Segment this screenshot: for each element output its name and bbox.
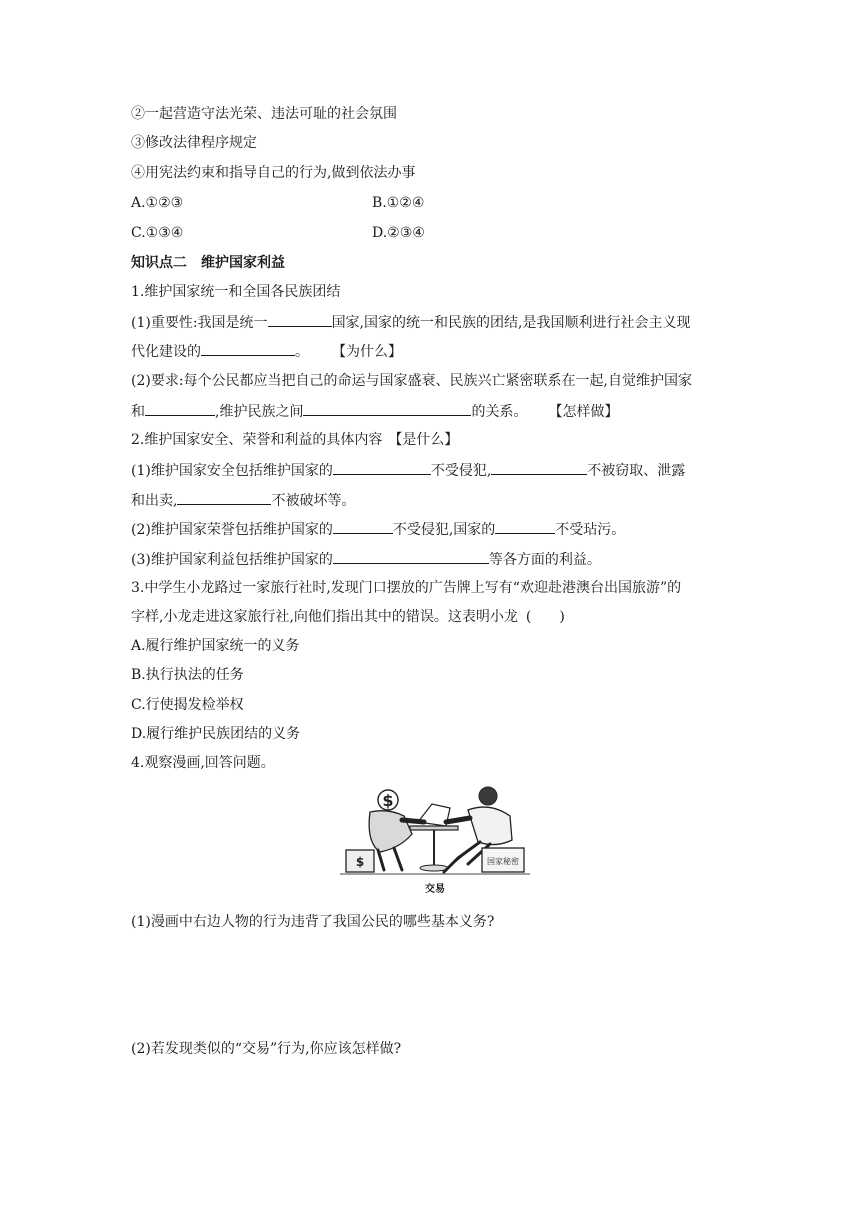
item4-question-2: (2)若发现类似的“交易”行为,你应该怎样做? — [131, 1041, 402, 1057]
choice-d[interactable]: D.②③④ — [372, 225, 425, 241]
item3-stem-line1: 3.中学生小龙路过一家旅行社时,发现门口摆放的广告牌上写有“欢迎赴港澳台出国旅游”的 — [131, 580, 682, 596]
tag-how: 【怎样做】 — [555, 404, 619, 420]
item2-heading: 2.维护国家安全、荣誉和利益的具体内容 【是什么】 — [131, 432, 459, 448]
item3-option-a[interactable]: A.履行维护国家统一的义务 — [131, 638, 300, 654]
fill-blank[interactable] — [145, 401, 215, 416]
money-head-symbol: $ — [382, 791, 394, 810]
item2-p3: (3)维护国家利益包括维护国家的 等各方面的利益。 — [131, 549, 731, 570]
prev-option-4: ④用宪法约束和指导自己的行为,做到依法办事 — [131, 165, 416, 181]
prev-option-3: ③修改法律程序规定 — [131, 135, 257, 151]
item1-p2-line2: 和 ,维护民族之间 的关系。 【怎样做】 — [131, 401, 731, 422]
item1-heading: 1.维护国家统一和全国各民族团结 — [131, 284, 341, 300]
item2-p1-line1: (1)维护国家安全包括维护国家的 不受侵犯, 不被窃取、泄露 — [131, 460, 731, 481]
tag-why: 【为什么】 — [339, 344, 402, 360]
item2-p2: (2)维护国家荣誉包括维护国家的 不受侵犯,国家的 不受玷污。 — [131, 519, 731, 540]
item4-question-1: (1)漫画中右边人物的行为违背了我国公民的哪些基本义务? — [131, 914, 495, 930]
section-title: 知识点二 维护国家利益 — [131, 255, 285, 271]
choice-b[interactable]: B.①②④ — [372, 195, 425, 211]
item1-p1-line1: (1)重要性:我国是统一 国家,国家的统一和民族的团结,是我国顺利进行社会主义现 — [131, 312, 731, 333]
fill-blank[interactable] — [177, 490, 271, 505]
fill-blank[interactable] — [201, 341, 295, 356]
money-bag-symbol: $ — [355, 855, 365, 869]
prev-choices-row-2 — [131, 223, 731, 243]
item3-stem-line2: 字样,小龙走进这家旅行社,向他们指出其中的错误。这表明小龙 ( ) — [131, 609, 565, 625]
prev-option-2: ②一起营造守法光荣、违法可耻的社会氛围 — [131, 106, 397, 122]
fill-blank[interactable] — [491, 460, 587, 475]
fill-blank[interactable] — [495, 519, 555, 534]
item2-p1-line2: 和出卖, 不被破坏等。 — [131, 490, 731, 511]
item1-p1-line2: 代化建设的 。 【为什么】 — [131, 341, 731, 362]
item4-stem: 4.观察漫画,回答问题。 — [131, 755, 275, 771]
item1-p2-line1: (2)要求:每个公民都应当把自己的命运与国家盛衰、民族兴亡紧密联系在一起,自觉维护国家 — [131, 373, 692, 389]
fill-blank[interactable] — [333, 460, 431, 475]
fill-blank[interactable] — [268, 312, 332, 327]
fill-blank[interactable] — [303, 401, 471, 416]
cartoon-caption: 交易 — [425, 884, 445, 895]
tag-what: 【是什么】 — [388, 432, 459, 448]
cartoon-trade — [340, 782, 530, 897]
fill-blank[interactable] — [333, 519, 393, 534]
answer-paren[interactable]: ( ) — [525, 609, 565, 625]
fill-blank[interactable] — [333, 549, 489, 564]
cartoon-illustration — [340, 782, 530, 882]
item3-option-c[interactable]: C.行使揭发检举权 — [131, 697, 244, 713]
secrets-box-label: 国家秘密 — [487, 857, 519, 866]
item3-option-d[interactable]: D.履行维护民族团结的义务 — [131, 726, 301, 742]
item3-option-b[interactable]: B.执行执法的任务 — [131, 667, 244, 683]
choice-a[interactable]: A.①②③ — [131, 195, 184, 211]
prev-choices-row-1 — [131, 193, 731, 213]
choice-c[interactable]: C.①③④ — [131, 225, 184, 241]
